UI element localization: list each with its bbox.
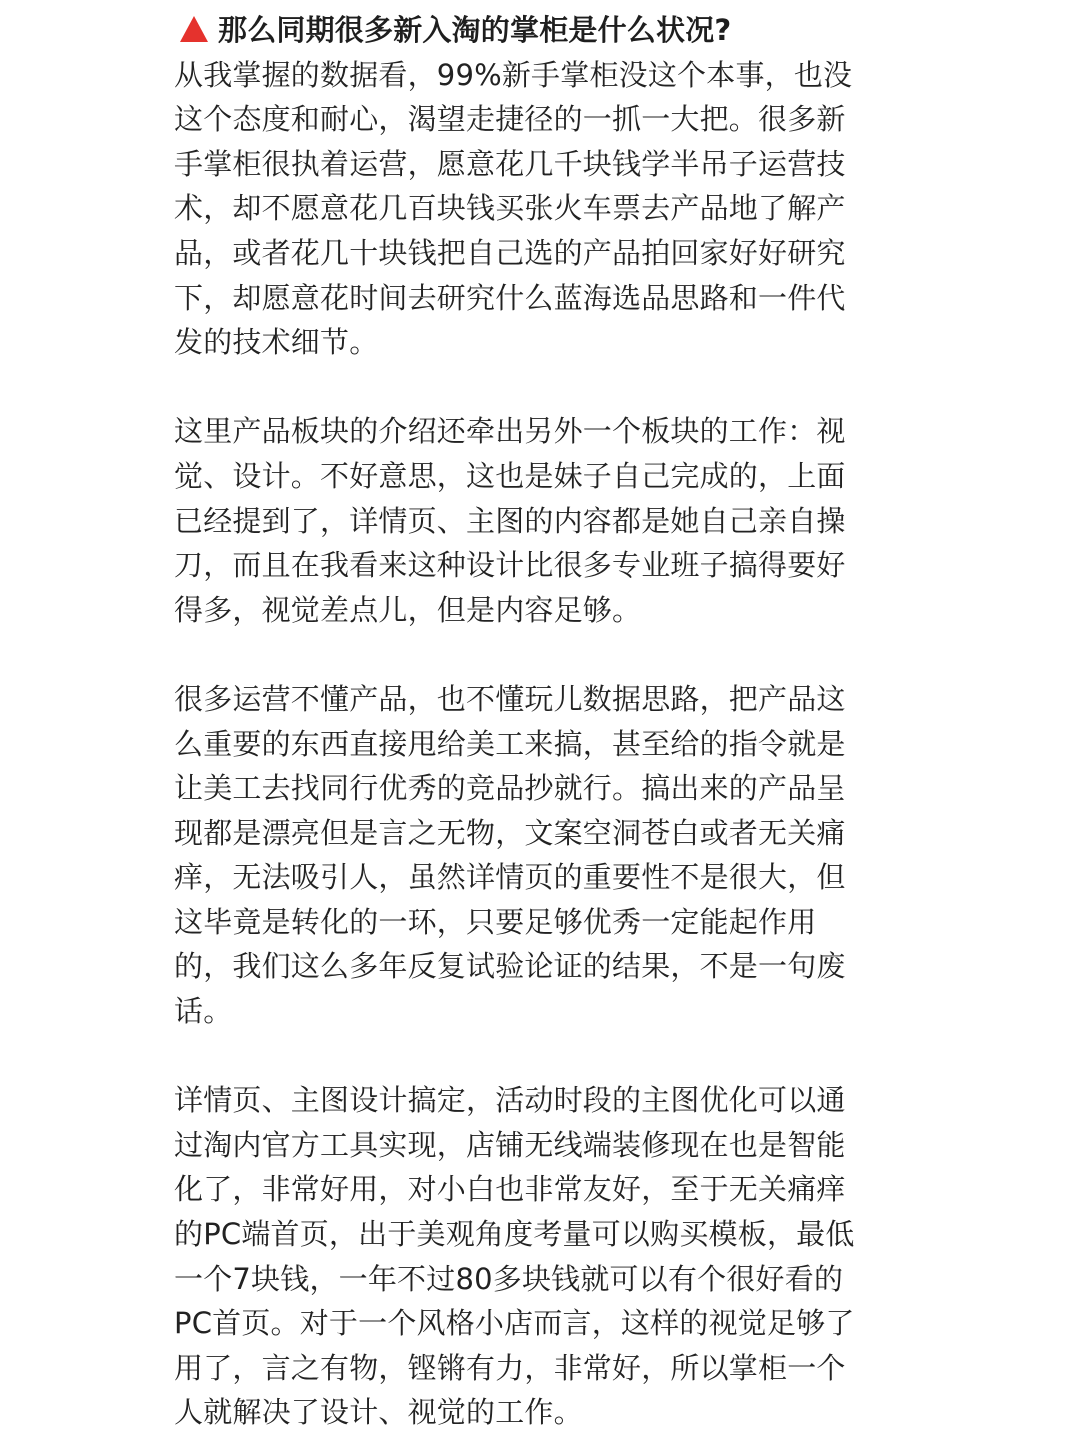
text-line: 从我掌握的数据看，99%新手掌柜没这个本事，也没 xyxy=(174,57,853,92)
text-line: 术，却不愿意花几百块钱买张火车票去产品地了解产 xyxy=(174,191,846,226)
text-line: 痒，无法吸引人，虽然详情页的重要性不是很大，但 xyxy=(174,860,846,895)
text-line: 的，我们这么多年反复试验论证的结果，不是一句废 xyxy=(174,949,846,984)
paragraph-2 xyxy=(174,409,904,632)
text-line: 化了，非常好用，对小白也非常友好，至于无关痛痒 xyxy=(174,1172,846,1207)
text-line: 这毕竟是转化的一环，只要足够优秀一定能起作用 xyxy=(174,904,817,939)
text-line: 现都是漂亮但是言之无物，文案空洞苍白或者无关痛 xyxy=(174,815,846,850)
text-line: 手掌柜很执着运营，愿意花几千块钱学半吊子运营技 xyxy=(174,146,846,181)
text-line: 下，却愿意花时间去研究什么蓝海选品思路和一件代 xyxy=(174,280,846,315)
text-line: 品，或者花几十块钱把自己选的产品拍回家好好研究 xyxy=(174,235,846,270)
text-line: PC首页。对于一个风格小店而言，这样的视觉足够了 xyxy=(174,1306,855,1341)
text-line: 这个态度和耐心，渴望走捷径的一抓一大把。很多新 xyxy=(174,102,846,137)
red-triangle-icon xyxy=(180,16,208,42)
text-line: 的PC端首页，出于美观角度考量可以购买模板，最低 xyxy=(174,1217,855,1252)
text-line: 觉、设计。不好意思，这也是妹子自己完成的，上面 xyxy=(174,458,846,493)
text-line: 得多，视觉差点儿，但是内容足够。 xyxy=(174,592,642,627)
text-line: 已经提到了，详情页、主图的内容都是她自己亲自操 xyxy=(174,503,846,538)
text-line: 人就解决了设计、视觉的工作。 xyxy=(174,1395,583,1430)
text-line: 让美工去找同行优秀的竞品抄就行。搞出来的产品呈 xyxy=(174,771,846,806)
paragraph-1 xyxy=(174,53,904,365)
text-line: 一个7块钱，一年不过80多块钱就可以有个很好看的 xyxy=(174,1261,844,1296)
text-line: 话。 xyxy=(174,994,233,1029)
paragraph-3 xyxy=(174,677,904,1034)
text-line: 发的技术细节。 xyxy=(174,325,379,360)
article-body xyxy=(174,8,904,1435)
text-line: 么重要的东西直接甩给美工来搞，甚至给的指令就是 xyxy=(174,726,846,761)
section-heading xyxy=(174,8,904,53)
text-line: 刀，而且在我看来这种设计比很多专业班子搞得要好 xyxy=(174,548,846,583)
text-line: 很多运营不懂产品，也不懂玩儿数据思路，把产品这 xyxy=(174,681,846,716)
paragraph-4 xyxy=(174,1078,904,1435)
text-line: 过淘内官方工具实现，店铺无线端装修现在也是智能 xyxy=(174,1127,846,1162)
text-line: 这里产品板块的介绍还牵出另外一个板块的工作：视 xyxy=(174,414,846,449)
text-line: 详情页、主图设计搞定，活动时段的主图优化可以通 xyxy=(174,1083,846,1118)
text-line: 用了，言之有物，铿锵有力，非常好，所以掌柜一个 xyxy=(174,1350,846,1385)
heading-text: 那么同期很多新入淘的掌柜是什么状况? xyxy=(218,13,732,47)
